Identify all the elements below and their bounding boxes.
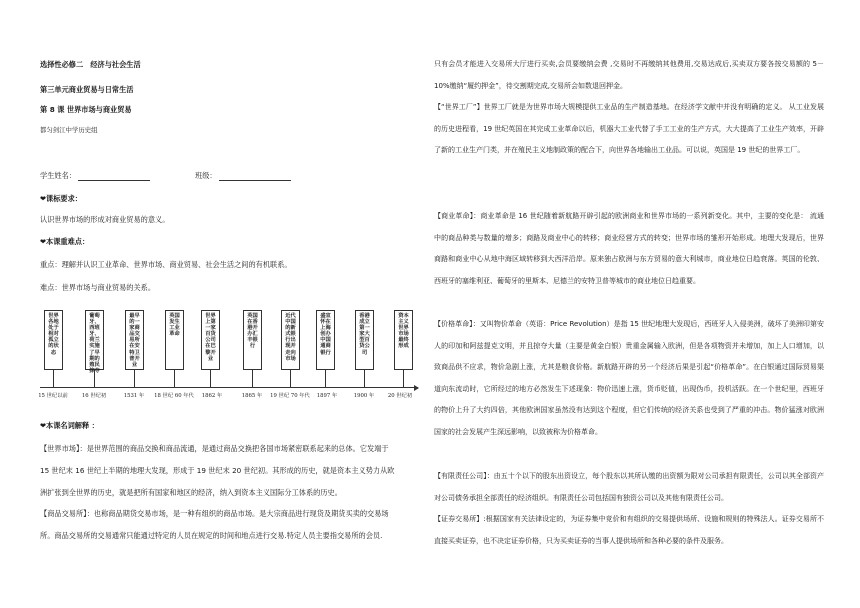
timeline-box: 盛宣怀在上海创办中国通商银行: [316, 310, 335, 370]
timeline-arrow: [414, 385, 419, 391]
timeline-date: 1862 年: [201, 393, 223, 399]
term-world-market: 【世界市场】：是世界范围的商品交换和商品流通，是通过商品交换把各国市场紧密联系起来的总体。它发端于: [40, 444, 389, 453]
class-row: [195, 170, 291, 181]
term-exchange-cont: 只有会员才能进入交易所大厅进行买卖,会员要缴纳会费 ,交易时不再缴纳其他费用,交易达成后,买卖双方要各按交易额的 5－10%缴纳“履约押金”，待交割期完成,交易所会如数退回押金。: [434, 60, 824, 90]
timeline-connector: [403, 370, 404, 387]
timeline-date: 18 世纪 60 年代: [154, 393, 194, 399]
timeline-box: 世界上第一家百货公司在巴黎开业: [201, 310, 220, 370]
unit-title: 第三单元商业贸易与日常生活: [40, 85, 134, 94]
terms-heading: ❤本课名词解释 ：: [40, 421, 99, 430]
timeline-date: 19 世纪 70 年代: [270, 393, 310, 399]
timeline-box: 葡萄牙、西班牙、荷兰实施了早期的殖民掠夺: [85, 310, 104, 370]
timeline-date: 1865 年: [241, 393, 263, 399]
timeline-connector: [325, 370, 326, 387]
term-commodity-exchange: 【商品交易所】：也称商品期货交易市场，是一种有组织的商品市场。是大宗商品进行现货及期货买卖的交易场: [40, 509, 389, 518]
timeline-date: 16 世纪初: [81, 393, 107, 399]
term-limited-company: 【有限责任公司】：由五十个以下的股东出资设立，每个股东以其所认缴的出资额为限对公司承担有限责任，公司以其全部资产对公司债务承担全部责任的经济组织。有限责任公司包括国有独资公司以及其他有限责任公司。: [434, 472, 824, 502]
timeline-date: 20 世纪初: [387, 393, 413, 399]
author: 都匀剑江中学历史组: [40, 126, 98, 134]
history-timeline: [40, 310, 420, 400]
timeline-connector: [290, 370, 291, 387]
timeline-connector: [134, 370, 135, 387]
timeline-date: 1900 年: [353, 393, 375, 399]
timeline-box: 最早的一家商品交易所在安特卫普开业: [125, 310, 144, 370]
timeline-date: 15 世纪以前: [38, 393, 68, 399]
class-label: 班级：: [195, 171, 217, 180]
timeline-box: 香港成立第一家大型百货公司: [355, 310, 374, 370]
timeline-box: 近代中国的新式银行出现并走向市场: [281, 310, 300, 370]
class-field[interactable]: [219, 172, 291, 181]
timeline-date: 1897 年: [316, 393, 338, 399]
timeline-connector: [210, 370, 211, 387]
timeline-connector: [364, 370, 365, 387]
requirements-heading: ❤课标要求：: [40, 194, 82, 203]
timeline-box: 资本主义世界市场最终形成: [394, 310, 413, 370]
term-stock-exchange: 【证券交易所】:根据国家有关法律设定的，为证券集中竞价和有组织的交易提供场所、设施和规则的特殊法人。证券交易所不直接买卖证券，也不决定证券价格，只为买卖证券的当事人提供场所和各种必要的条件及服务。: [434, 515, 824, 545]
student-name-row: [40, 170, 150, 181]
term-commodity-exchange-cont: 所。商品交易所的交易通常只能通过特定的人员在规定的时间和地点进行交易.特定人员主要指交易所的会员.: [40, 531, 383, 540]
requirements-text: 认识世界市场的形成对商业贸易的意义。: [40, 215, 170, 224]
timeline-connector: [53, 370, 54, 387]
timeline-connector: [94, 370, 95, 387]
course-title: 选择性必修二 经济与社会生活: [40, 60, 141, 69]
timeline-connector: [252, 370, 253, 387]
lesson-title: 第 8 课 世界市场与商业贸易: [40, 105, 132, 114]
timeline-axis: [40, 387, 418, 388]
term-world-factory: 【“世界工厂”】世界工厂就是为世界市场大规模提供工业品的生产制造基地。在经济学文献中并没有明确的定义。 从工业发展的历史进程看，19 世纪英国在其完成工业革命以后，机器大工业代替了手工工业的生产方式，大大提高了工业生产效率，开辟了新的工业生产门类，并在殖民主义地制政策的配合下，向世界各地输出工业品。可以说，英国是 19 世纪的世界工厂。: [434, 103, 824, 155]
key-points-heading: ❤本课重难点：: [40, 237, 90, 246]
term-world-market-cont: 15 世纪末 16 世纪上半期的地理大发现，形成于 19 世纪末 20 世纪初。其形成的历史，就是资本主义势力从欧: [40, 466, 395, 475]
timeline-box: 英国在香港开办汇丰银行: [243, 310, 262, 370]
difficult-point: 难点：世界市场与商业贸易的关系。: [40, 283, 156, 292]
term-world-market-cont: 洲扩张到全世界的历史，就是把所有国家和地区的经济，纳入到资本主义国际分工体系的历史。: [40, 488, 342, 497]
key-point: 重点：理解并认识工业革命、世界市场、商业贸易、社会生活之间的有机联系。: [40, 260, 292, 269]
timeline-connector: [174, 370, 175, 387]
timeline-box: 英国发生工业革命: [165, 310, 184, 370]
student-name-label: 学生姓名：: [40, 171, 76, 180]
term-price-revolution: 【价格革命】：又叫物价革命（英语：Price Revolution）是指 15 世纪地理大发现后，西班牙人入侵美洲，破坏了美洲印第安人的印加和阿兹提克文明，并且掠夺大量（主要是黄金白银）贵重金属输入欧洲，但是各项物资并未增加，加上人口增加，以致商品供不应求，物价急剧上涨，尤其是粮食价格。新航路开辟的另一个经济后果是引起“价格革命”。在白银通过国际贸易渠道向东流动时，它所经过的地方必然发生下述现象：物价迅速上涨，货币贬值，出现伪币，投机活跃。在一个世纪里，西班牙的物价上升了大约四倍，其他欧洲国家虽然没有达到这个程度，但它们传统的经济关系也受到了严重的冲击。物价猛涨对欧洲国家的社会发展产生深远影响，以致被称为价格革命。: [434, 320, 824, 436]
timeline-date: 1531 年: [123, 393, 145, 399]
timeline-box: 世界各地处于相对孤立的状态: [44, 310, 63, 370]
student-name-field[interactable]: [78, 172, 150, 181]
term-commercial-revolution: 【商业革命】：商业革命是 16 世纪随着新航路开辟引起的欧洲商业和世界市场的一系列新变化。其中，主要的变化是： 流通中的商品种类与数量的增多；商路及商业中心的转移；商业经营方式的转变；世界市场的雏形开始形成。地理大发现后，世界商路和商业中心从地中海区域转移到大西洋沿岸。原来独占欧洲与东方贸易的意大利城市，商业地位日趋衰落。英国的伦敦、西班牙的塞维利亚、葡萄牙的里斯本、尼德兰的安特卫普等城市的商业地位日趋重要。: [434, 212, 824, 285]
